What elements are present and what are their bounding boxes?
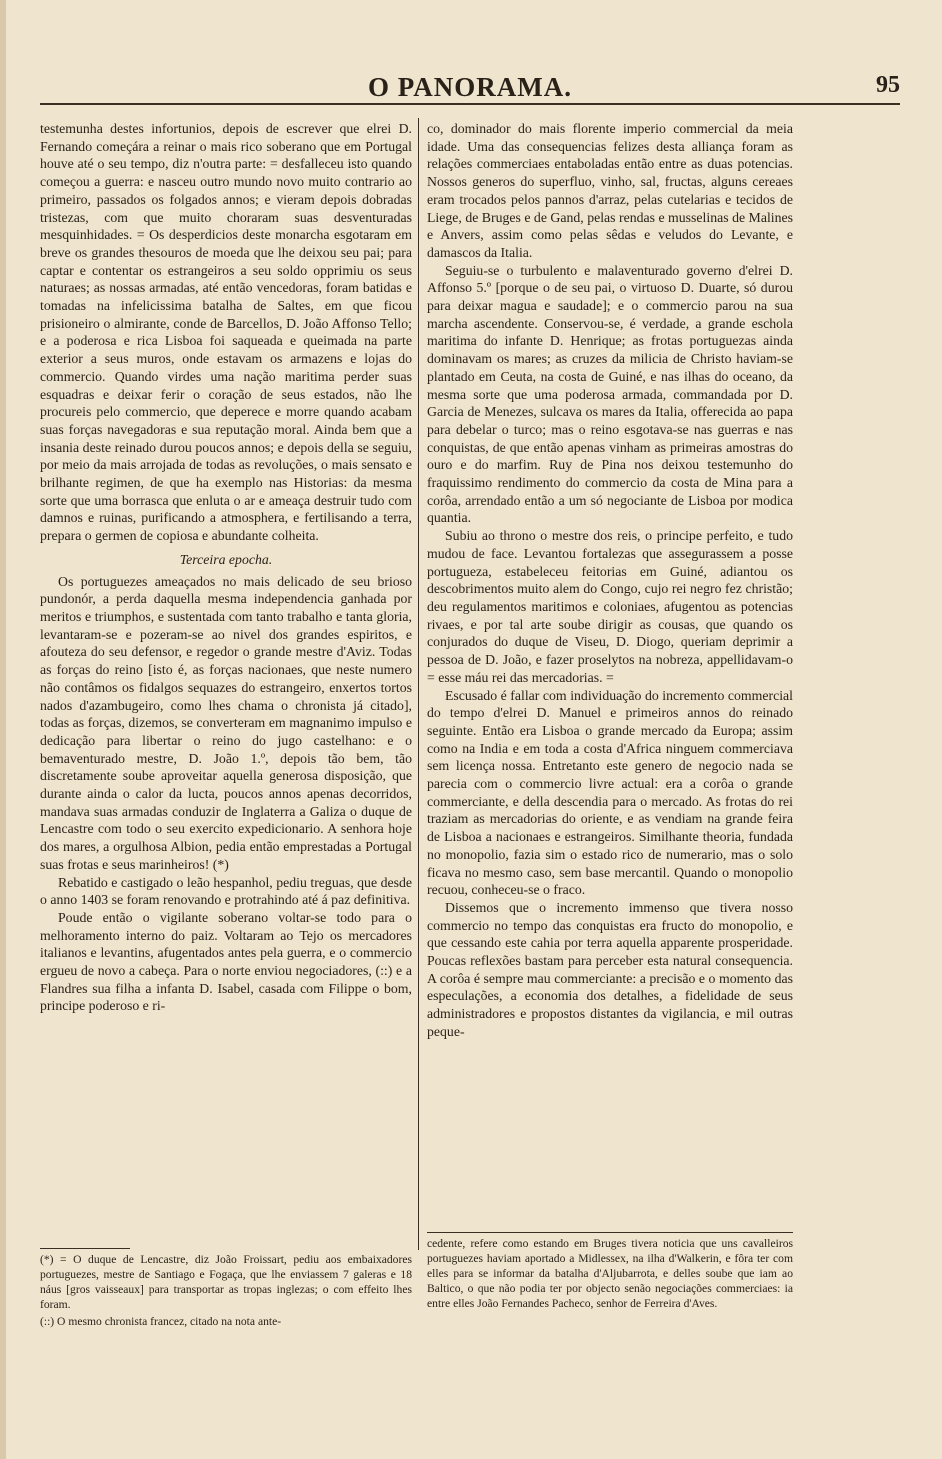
header-rule	[40, 103, 900, 105]
footnote-rule	[427, 1232, 793, 1233]
footnote: (*) = O duque de Lencastre, diz João Froissart, pediu aos embaixadores portuguezes, mestre de Santiago e Fogaça, que lhe enviassem 7 galeras e 18 náus [gros vaisseaux] para transportar as tropas inglezas; o com effeito lhes foram.	[40, 1253, 412, 1311]
paragraph: Subiu ao throno o mestre dos reis, o principe perfeito, e tudo mudou de face. Levantou fortalezas que assegurassem a posse portugueza, estabeleceu feitorias em Guiné, adiantou os descobrimentos muito alem do Congo, cujo rei negro fez christão; deu regulamentos maritimos e coloniaes, afugentou as potencias rivaes, e por tal arte soube dirigir as cousas, que quando os conjurados do duque de Viseu, D. Diogo, queriam deprimir a pessoa de D. João, e fazer proselytos na nobreza, appellidavam-o = esse máu rei das mercadorias. =	[427, 528, 793, 685]
footnotes-left	[40, 1252, 412, 1331]
paragraph: Poude então o vigilante soberano voltar-se todo para o melhoramento interno do paiz. Voltaram ao Tejo os mercadores italianos e levantins, afugentados antes pela guerra, e o commercio ergueu de novo a cabeça. Para o norte enviou negociadores, (::) e a Flandres sua filha a infanta D. Isabel, casada com Filippe o bom, principe poderoso e ri-	[40, 909, 412, 1014]
column-divider	[418, 118, 419, 1250]
paragraph: Os portuguezes ameaçados no mais delicado de seu brioso pundonór, a perda daquella mesma independencia ganhada por meritos e triumphos, e sustentada com tanto trabalho e tanta gloria, levantaram-se e pozeram-se ao nivel dos grandes espiritos, e afouteza do seu defensor, e regedor o grande mestre d'Aviz. Todas as forças do reino [isto é, as forças nacionaes, que neste numero não contâmos os fidalgos sequazes do estrangeiro, enxertos tortos nados d'azambugeiro, como lhes chama o chronista já citado], todas as forças, dizemos, se converteram em magnanimo impulso e dedicação para libertar o reino do jugo castelhano: e o bemaventurado mestre, D. João 1.º, depois tão bem, tão discretamente soube aproveitar aquella generosa disposição, que durante ainda o calor da lucta, poucos annos apenas decorridos, mandava suas armadas conduzir de Inglaterra a Galiza o duque de Lencastre com todo o seu exercito expedicionario. A senhora hoje dos mares, a orgulhosa Albion, pedia então emprestadas a Portugal suas frotas e seus marinheiros! (*)	[40, 573, 412, 872]
footnote-rule	[40, 1248, 130, 1249]
paragraph: Rebatido e castigado o leão hespanhol, pediu treguas, que desde o anno 1403 se foram renovando e protrahindo até á paz definitiva.	[40, 874, 412, 908]
paragraph: Dissemos que o incremento immenso que tivera nosso commercio no tempo das conquistas era fructo do monopolio, e que cessando este cahia por terra aquella apparente prosperidade. Poucas reflexões bastam para perceber esta natural consequencia. A corôa é sempre mau commerciante: a precisão e o momento das especulações, a economia dos detalhes, a fidelidade de seus administradores e propostos distantes da vigilancia, e mil outras peque-	[427, 899, 793, 1039]
paragraph: Seguiu-se o turbulento e malaventurado governo d'elrei D. Affonso 5.º [porque o de seu pai, o virtuoso D. Duarte, só durou para deixar magua e saudade]; e o commercio parou na sua marcha ascendente. Conservou-se, é verdade, a grande eschola maritima do infante D. Henrique; as frotas portuguezas ainda dominavam os mares; as cruzes da milicia de Christo haviam-se plantado em Ceuta, na costa de Guiné, e nas ilhas do oceano, da mesma sorte que uma poderosa armada, commandada por D. Garcia de Menezes, sulcava os mares da Italia, offerecida ao papa para debelar o turco; mas o reino esgotava-se nas guerras e nas conquistas, de que então apenas vinham as primeiras amostras do ouro e do marfim. Ruy de Pina nos deixou testemunho do fraquissimo rendimento do commercio da costa de Mina para a corôa, arrendado então a um só negociante de Lisboa por modica quantia.	[427, 262, 793, 526]
publication-title: O PANORAMA.	[368, 72, 572, 102]
footnotes-right	[427, 1236, 793, 1313]
right-column	[427, 120, 793, 1238]
left-column	[40, 120, 412, 1242]
footnote: (::) O mesmo chronista francez, citado na nota ante-	[40, 1315, 282, 1328]
page-header	[40, 66, 900, 100]
paragraph: testemunha destes infortunios, depois de escrever que elrei D. Fernando começára a reinar o mais rico soberano que em Portugal houve até o seu tempo, diz n'outra parte: = desfalleceu isto quando começou a guerra: e nasceu outro mundo novo muito contrario ao primeiro, passados os folgados annos; e vieram depois dobradas tristezas, com que muito choraram suas desventuradas mesquinhidades. = Os desperdicios deste monarcha esgotaram em breve os grandes thesouros de moeda que lhe deixou seu pai; para captar e contentar os estrangeiros a seu soldo opprimiu os seus naturaes; as nossas armadas, até então vencedoras, foram batidas e tomadas na infelicissima batalha de Saltes, em que ficou prisioneiro o almirante, conde de Barcellos, D. João Affonso Tello; e a poderosa e rica Lisboa foi saqueada e queimada na parte exterior a seus muros, onde estavam os armazens e lojas do commercio. Quando virdes uma nação maritima perder suas esquadras e deixar ferir o coração de seus estados, não lhe procureis pelo commercio, que deperece e morre quando acabam suas forças navegadoras e sua reputação moral. Ainda bem que a insania deste reinado durou poucos annos; e depois della se seguiu, por meio da mais arrojada de todas as revoluções, o mais sensato e brilhante regimen, de que ha exemplo nas Historias: da mesma sorte que uma borrasca que enluta o ar e ameaça destruir tudo com damnos e ruinas, purificando a atmosphera, e fertilisando a terra, prepara o germen de copiosa e abundante colheita.	[40, 121, 412, 544]
page-edge-shadow	[0, 0, 6, 1459]
paragraph: co, dominador do mais florente imperio commercial da meia idade. Uma das consequencias felizes desta alliança foram as relações commerciaes entaboladas então entre as duas potencias. Nossos generos do superfluo, vinho, sal, fructas, alguns cereaes eram trocados pelos pannos d'arraz, pelas cutelarias e tecidos de Liege, de Bruges e de Gand, pelas rendas e musselinas de Malines e Anvers, assim como pelas sêdas e veludos do Levante, e damascos da Italia.	[427, 121, 793, 260]
footnote: cedente, refere como estando em Bruges tivera noticia que uns cavalleiros portuguezes haviam aportado a Midlessex, na ilha d'Walkerin, e fôra ter com elles para se informar da batalha d'Aljubarrota, e delles soube que iam ao Baltico, o que não podia ter por objecto senão negociações commerciaes: ia entre elles João Fernandes Pacheco, senhor de Ferreira d'Aves.	[427, 1237, 793, 1310]
section-heading: Terceira epocha.	[179, 551, 273, 567]
paragraph: Escusado é fallar com individuação do incremento commercial do tempo d'elrei D. Manuel e primeiros annos do reinado seguinte. Então era Lisboa o grande mercado da Europa; assim como na India e em toda a costa d'Africa ninguem commerciava sem licença nossa. Entretanto este genero de negocio nada se parecia com o commercio livre actual: era a corôa o grande commerciante, e della descendia para o mercado. As frotas do rei traziam as mercadorias do oriente, e as vendiam na grande feira de Lisboa a nacionaes e estrangeiros. Similhante theoria, fundada no monopolio, fazia sim o estado rico de numerario, mas o solo ficava no mesmo caso, sem base mercantil. Quando o monopolio recuou, conheceu-se o fraco.	[427, 687, 793, 898]
page-number: 95	[876, 72, 900, 98]
